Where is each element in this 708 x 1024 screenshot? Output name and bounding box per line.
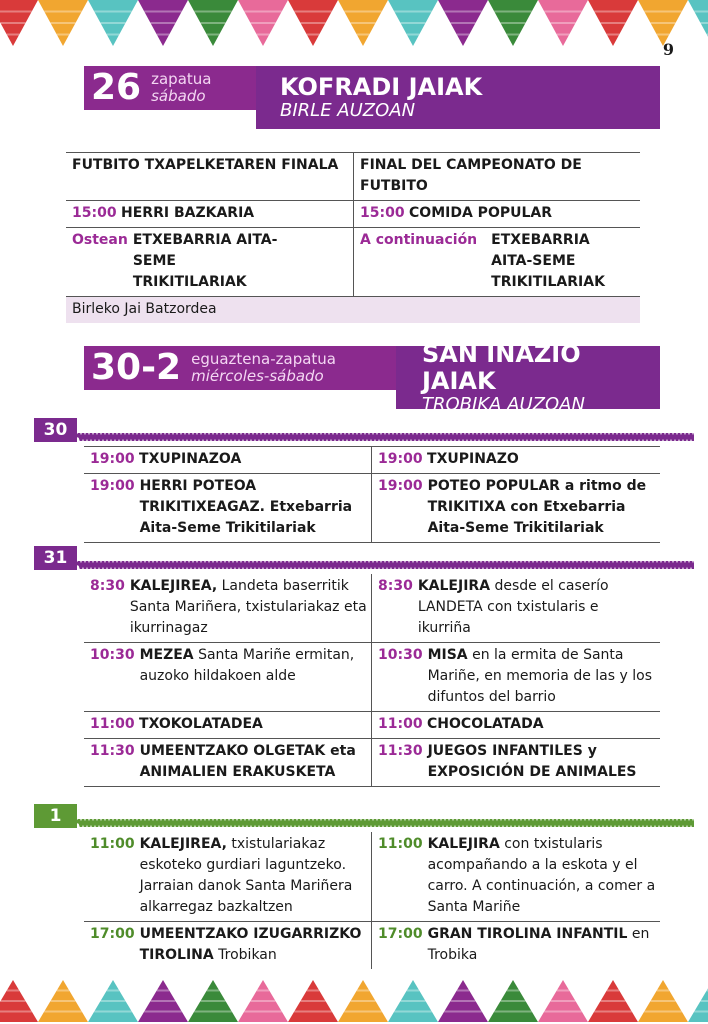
cell-es (372, 474, 660, 542)
cell-es (372, 739, 660, 786)
event-text: COMIDA POPULAR (409, 205, 553, 221)
event-text-bold: MISA (427, 647, 468, 663)
day-eu: zapatua (151, 70, 212, 88)
event-text: Santa Mariñe ermitan, auzoko hildakoen alde (139, 647, 355, 684)
day-bar-30 (34, 418, 694, 442)
time-label: 11:00 (378, 716, 423, 732)
cell-eu (84, 739, 372, 786)
event-text-bold: KALEJIREA, (139, 836, 227, 852)
table-row (84, 447, 660, 474)
bunting-bottom-decoration (0, 980, 708, 1024)
event-text: TXUPINAZO (427, 451, 519, 467)
time-label: 11:00 (378, 836, 423, 852)
day-names (151, 71, 211, 105)
day-label: 31 (34, 546, 77, 570)
cell-es (372, 832, 660, 921)
time-label: 8:30 (378, 578, 413, 594)
table-row (84, 574, 660, 643)
cell-eu (84, 643, 372, 711)
section2-header (84, 339, 660, 415)
wavy-line-decoration (77, 433, 694, 441)
time-label: 15:00 (72, 205, 117, 221)
day1-table (84, 832, 660, 969)
day31-table (84, 574, 660, 787)
table-row (66, 153, 640, 201)
time-label: 11:30 (90, 743, 135, 759)
time-label: A continuación (360, 232, 478, 248)
event-title: KOFRADI JAIAK (280, 73, 483, 101)
time-label: 11:00 (90, 716, 135, 732)
event-text: en Trobika (427, 926, 650, 963)
day-es: miércoles-sábado (191, 367, 324, 385)
cell-es (354, 228, 640, 296)
event-text: UMEENTZAKO OLGETAK eta ANIMALIEN ERAKUSKETA (139, 743, 356, 780)
time-label: 15:00 (360, 205, 405, 221)
event-text-bold: GRAN TIROLINA INFANTIL (427, 926, 628, 942)
day-bar-31 (34, 546, 694, 570)
event-text: ETXEBARRIA AITA-SEME TRIKITILARIAK (491, 232, 605, 290)
cell-eu (84, 832, 372, 921)
cell-eu (84, 922, 372, 969)
event-text: HERRI POTEOA TRIKITIXEAGAZ. Etxebarria Aita-Seme Trikitilariak (139, 478, 353, 536)
cell-eu: FUTBITO TXAPELKETAREN FINALA (66, 153, 354, 200)
event-text-bold: UMEENTZAKO IZUGARRIZKO TIROLINA (139, 926, 362, 963)
day-names (191, 351, 336, 385)
event-text: Landeta baserritik Santa Mariñera, txistulariakaz eta ikurrinagaz (129, 578, 367, 636)
section1-header (84, 66, 660, 129)
day-bar-1 (34, 804, 694, 828)
event-text-bold: KALEJIREA, (129, 578, 218, 594)
time-label: 11:30 (378, 743, 423, 759)
cell-es: FINAL DEL CAMPEONATO DE FUTBITO (360, 157, 582, 194)
time-label: 8:30 (90, 578, 125, 594)
event-text: HERRI BAZKARIA (121, 205, 255, 221)
section1-table (66, 152, 640, 323)
time-label: Ostean (72, 232, 128, 248)
cell-es (372, 447, 660, 473)
time-label: 19:00 (90, 451, 135, 467)
event-text: TXOKOLATADEA (139, 716, 263, 732)
event-text-bold: MEZEA (139, 647, 194, 663)
event-subtitle: BIRLE AUZOAN (280, 100, 416, 121)
table-row (66, 201, 640, 228)
table-row (84, 739, 660, 787)
day-eu: eguaztena-zapatua (191, 350, 336, 368)
cell-es (372, 712, 660, 738)
event-title: SAN INAZIO JAIAK (422, 339, 581, 395)
wavy-line-decoration (77, 561, 694, 569)
event-text: JUEGOS INFANTILES y EXPOSICIÓN DE ANIMALES (427, 743, 637, 780)
time-label: 11:00 (90, 836, 135, 852)
event-text: ETXEBARRIA AITA-SEME TRIKITILARIAK (132, 232, 278, 290)
day-number: 26 (91, 67, 142, 108)
event-text-bold: KALEJIRA (417, 578, 491, 594)
event-text: Trobikan (213, 947, 277, 963)
event-text: TXUPINAZOA (139, 451, 242, 467)
time-label: 19:00 (378, 451, 423, 467)
cell-es (372, 643, 660, 711)
time-label: 19:00 (90, 478, 135, 494)
day-number: 30-2 (91, 347, 182, 388)
event-subtitle: TROBIKA AUZOAN (422, 393, 585, 415)
event-title-box (256, 66, 660, 129)
cell-es (372, 574, 660, 642)
table-row (84, 712, 660, 739)
bunting-top-decoration (0, 0, 708, 48)
table-row (84, 643, 660, 712)
event-text: desde el caserío LANDETA con txistularis e ikurriña (417, 578, 609, 636)
time-label: 10:30 (90, 647, 135, 663)
date-box (84, 66, 256, 110)
event-text: CHOCOLATADA (427, 716, 544, 732)
table-row (84, 474, 660, 543)
event-text: POTEO POPULAR a ritmo de TRIKITIXA con Etxebarria Aita-Seme Trikitilariak (427, 478, 647, 536)
cell-eu (84, 474, 372, 542)
time-label: 10:30 (378, 647, 423, 663)
wavy-line-decoration (77, 819, 694, 827)
date-box (84, 346, 396, 390)
day-label: 30 (34, 418, 77, 442)
day30-table (84, 446, 660, 543)
event-text: en la ermita de Santa Mariñe, en memoria de las y los difuntos del barrio (427, 647, 652, 705)
cell-eu (66, 228, 354, 296)
event-text: txistulariakaz eskoteko gurdiari laguntzeko. Jarraian danok Santa Mariñera alkarregaz bazkaltzen (139, 836, 353, 915)
table-row (84, 922, 660, 969)
day-label: 1 (34, 804, 77, 828)
cell-eu (66, 201, 354, 227)
event-title-box (396, 339, 660, 415)
cell-eu (84, 712, 372, 738)
day-es: sábado (151, 87, 206, 105)
page-number: 9 (662, 40, 674, 59)
table-row (66, 228, 640, 296)
event-text: con txistularis acompañando a la eskota y el carro. A continuación, a comer a Santa Mariñe (427, 836, 656, 915)
cell-es (354, 201, 640, 227)
time-label: 17:00 (90, 926, 135, 942)
organizer-footer: Birleko Jai Batzordea (66, 296, 640, 323)
time-label: 19:00 (378, 478, 423, 494)
event-text-bold: KALEJIRA (427, 836, 500, 852)
cell-es (372, 922, 660, 969)
table-row (84, 832, 660, 922)
cell-eu (84, 574, 372, 642)
cell-eu (84, 447, 372, 473)
time-label: 17:00 (378, 926, 423, 942)
